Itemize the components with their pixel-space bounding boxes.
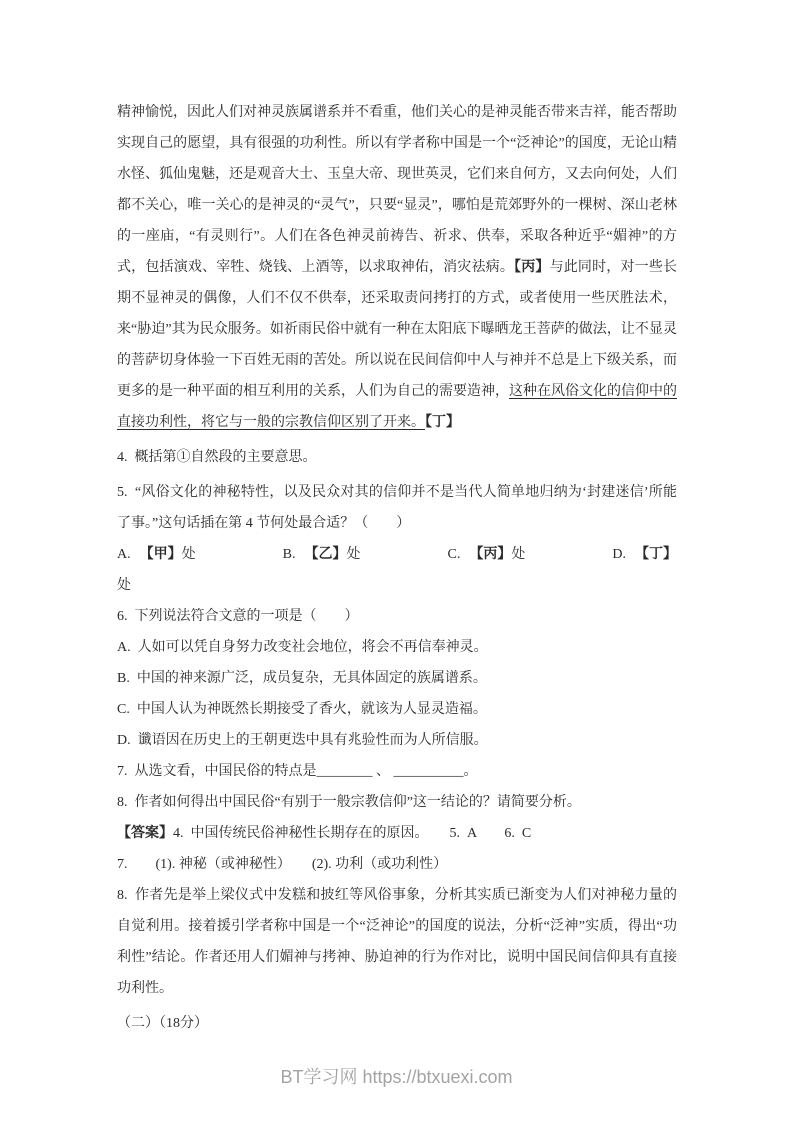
question-5: 5. “风俗文化的神秘特性，以及民众对其的信仰并不是当代人简单地归纳为‘封建迷信’所能了事。”这句话插在第 4 节何处最合适？（ ）	[117, 485, 677, 531]
q5-option-d-marker: 【丁】	[634, 547, 677, 562]
q5-option-b	[283, 539, 361, 570]
passage-intro: 精神愉悦，因此人们对神灵族属谱系并不看重，他们关心的是神灵能否带来吉祥，能否帮助实现自己的愿望，具有很强的功利性。所以有学者称中国是一个“泛神论”的国度，无论山精水怪、狐仙鬼魅，还是观音大士、玉皇大帝、现世英灵，它们来自何方，又去向何处，人们都不关心，唯一关心的是神灵的“灵气”，只要“显灵”，哪怕是荒郊野外的一棵树、深山老林的一座庙，“有灵则行”。人们在各色神灵前祷告、祈求、供奉，采取各种近乎“媚神”的方式，包括演戏、宰牲、烧钱、上酒等，以求取神佑，消灾祛病。	[117, 105, 677, 275]
q5-option-c	[448, 539, 526, 570]
q6-option-d: D. 谶语因在历史上的王朝更迭中具有兆验性而为人所信服。	[117, 733, 488, 748]
answer-label: 【答案】	[117, 826, 173, 841]
q5-option-b-text: 处	[346, 547, 361, 562]
q5-option-b-letter: B.	[282, 547, 296, 562]
passage-mid: 与此同时，对一些长期不显神灵的偶像，人们不仅不供奉，还采取责问拷打的方式，或者使用一些厌胜法术，来“胁迫”其为民众服务。如祈雨民俗中就有一种在太阳底下曝晒龙王菩萨的做法，让不显灵的菩萨切身体验一下百姓无雨的苦处。所以说在民间信仰中人与神并不总是上下级关系，而更多的是一种平面的相互利用的关系，人们为自己的需要造神，	[117, 260, 678, 399]
q5-option-a-marker: 【甲】	[139, 547, 182, 562]
q5-option-b-marker: 【乙】	[304, 547, 347, 562]
question-8: 8. 作者如何得出中国民俗“有别于一般宗教信仰”这一结论的？请简要分析。	[117, 795, 581, 810]
question-4: 4. 概括第①自然段的主要意思。	[117, 450, 317, 465]
section-heading-part2: （二）（18分）	[117, 1016, 208, 1031]
document-content	[117, 97, 677, 1039]
q5-option-a-letter: A.	[117, 547, 131, 562]
answer-q4-q5-q6: 4. 中国传统民俗神秘性长期存在的原因。 5. A 6. C	[173, 826, 532, 841]
q5-option-c-letter: C.	[447, 547, 461, 562]
bracket-marker-bing: 【丙】	[514, 260, 550, 275]
answer-q8-paragraph: 8. 作者先是举上梁仪式中发糕和披红等风俗事象，分析其实质已渐变为人们对神秘力量的自觉利用。接着援引学者称中国是一个“泛神论”的国度的说法，分析“泛神”实质，得出“功利性”结论。作者还用人们媚神与拷神、胁迫神的行为作对比，说明中国民间信仰具有直接功利性。	[117, 888, 677, 996]
answer-q7-line: 7. (1). 神秘（或神秘性） (2). 功利（或功利性）	[117, 857, 448, 872]
q5-option-d-letter: D.	[612, 547, 626, 562]
passage-underlined-clause: 这种在风俗文化的信仰中的直接功利性，将它与一般的宗教信仰区别了开来。	[117, 384, 677, 430]
q5-option-d	[612, 539, 677, 570]
watermark-link[interactable]: BT学习网 https://btxuexi.com	[280, 1067, 513, 1087]
answer-key-line	[117, 818, 677, 849]
q6-option-b: B. 中国的神来源广泛，成员复杂，无具体固定的族属谱系。	[117, 671, 487, 686]
question-6: 6. 下列说法符合文意的一项是（ ）	[117, 609, 359, 624]
q5-option-a	[117, 539, 196, 570]
q6-option-c: C. 中国人认为神既然长期接受了香火，就该为人显灵造福。	[117, 702, 487, 717]
q5-options-row	[117, 539, 677, 570]
q5-option-c-text: 处	[511, 547, 526, 562]
question-7: 7. 从选文看，中国民俗的特点是________ 、 __________。	[117, 764, 478, 779]
q5-option-d-wrap: 处	[117, 578, 131, 593]
bracket-marker-ding: 【丁】	[425, 415, 460, 430]
passage-paragraph	[117, 97, 677, 438]
q6-option-a: A. 人如可以凭自身努力改变社会地位，将会不再信奉神灵。	[117, 640, 488, 655]
q5-option-c-marker: 【丙】	[469, 547, 512, 562]
q5-option-a-text: 处	[181, 547, 196, 562]
